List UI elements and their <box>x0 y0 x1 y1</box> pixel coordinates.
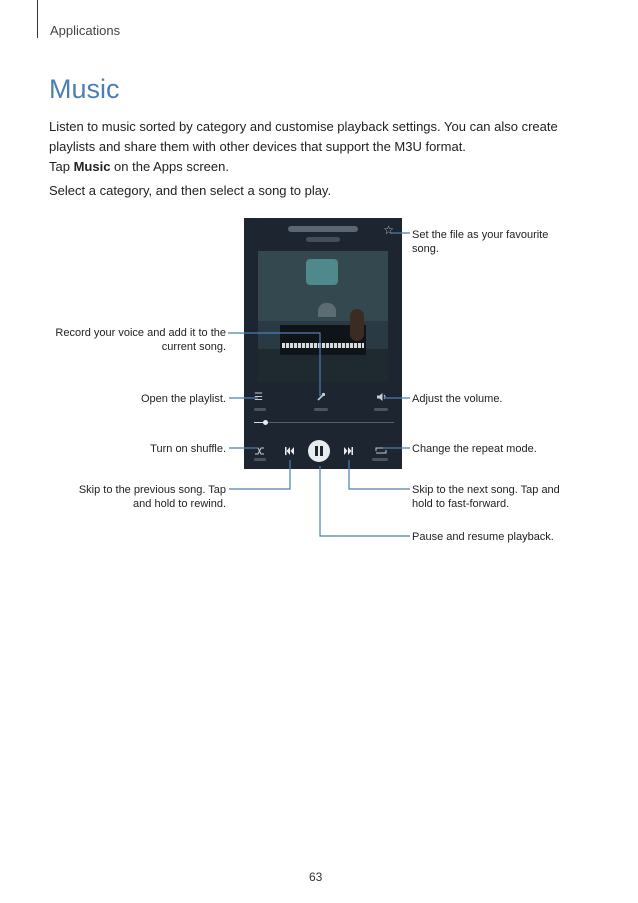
callout-repeat: Change the repeat mode. <box>412 443 537 455</box>
tap-prefix: Tap <box>49 159 74 174</box>
page-number: 63 <box>309 870 323 884</box>
callout-playlist: Open the playlist. <box>141 393 226 405</box>
art-piano-keys <box>282 343 364 348</box>
page-title: Music <box>49 74 120 104</box>
label-blurred <box>254 458 266 461</box>
art-cello <box>350 309 364 341</box>
label-blurred <box>314 408 328 411</box>
music-player-screenshot <box>244 218 402 469</box>
callout-volume: Adjust the volume. <box>412 393 503 405</box>
next-icon[interactable] <box>343 446 354 459</box>
artist-blurred <box>306 237 340 242</box>
playlist-icon[interactable]: ☰ <box>254 392 263 403</box>
intro-paragraph: Listen to music sorted by category and customise playback settings. You can also create playlists and share them with other devices that support the M3U format. <box>49 119 558 154</box>
tap-suffix: on the Apps screen. <box>110 159 229 174</box>
art-lamp <box>318 303 336 317</box>
repeat-icon[interactable] <box>375 445 387 458</box>
corner-rule <box>37 0 38 38</box>
label-blurred <box>372 458 388 461</box>
callout-favourite: Set the file as your favourite song. <box>412 229 549 255</box>
label-blurred <box>254 408 266 411</box>
album-art <box>258 251 388 382</box>
tap-instruction <box>49 157 579 177</box>
app-name: Music <box>73 159 111 174</box>
line-pause <box>320 466 410 536</box>
previous-icon[interactable] <box>284 446 295 459</box>
pause-button[interactable] <box>308 440 330 462</box>
star-icon[interactable]: ☆ <box>383 223 394 237</box>
pause-icon-bar <box>315 446 318 456</box>
section-label: Applications <box>50 23 121 38</box>
callout-shuffle: Turn on shuffle. <box>150 443 226 455</box>
callout-pause: Pause and resume playback. <box>412 531 554 543</box>
select-instruction: Select a category, and then select a song to play. <box>49 183 332 198</box>
pause-icon-bar <box>320 446 323 456</box>
callout-next: Skip to the next song. Tap and hold to fast-forward. <box>412 484 560 510</box>
callout-record: Record your voice and add it to the current song. <box>55 327 226 353</box>
progress-bar[interactable] <box>254 422 394 423</box>
microphone-icon[interactable] <box>316 392 326 405</box>
progress-handle[interactable] <box>263 420 268 425</box>
label-blurred <box>374 408 388 411</box>
song-title-blurred <box>288 226 358 232</box>
art-figure <box>306 259 338 285</box>
callout-previous: Skip to the previous song. Tap and hold to rewind. <box>78 484 226 510</box>
volume-icon[interactable] <box>376 392 388 405</box>
